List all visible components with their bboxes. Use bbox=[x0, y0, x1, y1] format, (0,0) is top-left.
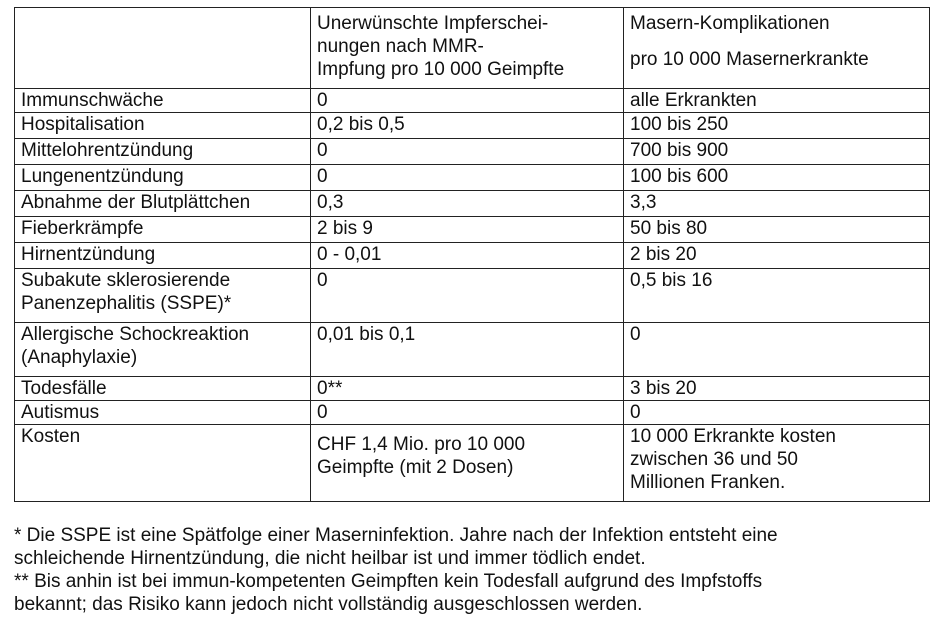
table-row bbox=[15, 217, 930, 243]
vaccine-value: 0,01 bis 0,1 bbox=[311, 323, 624, 377]
measles-value: 100 bis 250 bbox=[624, 113, 930, 139]
table-row bbox=[15, 113, 930, 139]
comparison-table bbox=[14, 7, 930, 502]
row-label: Kosten bbox=[15, 425, 311, 502]
vaccine-value: 0 bbox=[311, 89, 624, 113]
row-label: Mittelohrentzündung bbox=[15, 139, 311, 165]
measles-value: 50 bis 80 bbox=[624, 217, 930, 243]
measles-value: 0,5 bis 16 bbox=[624, 269, 930, 323]
measles-value: 2 bis 20 bbox=[624, 243, 930, 269]
table-row bbox=[15, 377, 930, 401]
table-row bbox=[15, 323, 930, 377]
measles-value: 100 bis 600 bbox=[624, 165, 930, 191]
row-label-line: Subakute sklerosierende bbox=[21, 270, 231, 291]
measles-value-line: zwischen 36 und 50 bbox=[630, 449, 798, 470]
vaccine-value: 0 bbox=[311, 165, 624, 191]
header-measles-line: pro 10 000 Masernerkrankte bbox=[630, 49, 869, 70]
vaccine-value-line: Geimpfte (mit 2 Dosen) bbox=[317, 457, 514, 478]
measles-value: 0 bbox=[624, 323, 930, 377]
vaccine-value: 0** bbox=[311, 377, 624, 401]
table-row bbox=[15, 191, 930, 217]
row-label-line: Panenzephalitis (SSPE)* bbox=[21, 293, 232, 314]
vaccine-value: 0 bbox=[311, 139, 624, 165]
footnotes bbox=[14, 524, 929, 616]
row-label bbox=[15, 323, 311, 377]
header-vaccine-line: Impfung pro 10 000 Geimpfte bbox=[317, 59, 565, 80]
table-row bbox=[15, 165, 930, 191]
header-cell-empty bbox=[15, 8, 311, 89]
footnote-line: schleichende Hirnentzündung, die nicht heilbar ist und immer tödlich endet. bbox=[14, 548, 646, 569]
measles-value: 0 bbox=[624, 401, 930, 425]
table-row bbox=[15, 401, 930, 425]
vaccine-value bbox=[311, 425, 624, 502]
row-label: Fieberkrämpfe bbox=[15, 217, 311, 243]
vaccine-value: 0 - 0,01 bbox=[311, 243, 624, 269]
footnote-line: bekannt; das Risiko kann jedoch nicht vollständig ausgeschlossen werden. bbox=[14, 594, 643, 615]
footnote-line: ** Bis anhin ist bei immun-kompetenten Geimpften kein Todesfall aufgrund des Impfstoffs bbox=[14, 571, 763, 592]
row-label bbox=[15, 269, 311, 323]
table-row bbox=[15, 139, 930, 165]
vaccine-value: 2 bis 9 bbox=[311, 217, 624, 243]
table-row bbox=[15, 269, 930, 323]
row-label-line: Allergische Schockreaktion bbox=[21, 324, 250, 345]
footnote-line: * Die SSPE ist eine Spätfolge einer Maserninfektion. Jahre nach der Infektion entsteht eine bbox=[14, 525, 778, 546]
vaccine-value-line: CHF 1,4 Mio. pro 10 000 bbox=[317, 434, 526, 455]
row-label: Autismus bbox=[15, 401, 311, 425]
header-measles-line: Masern-Komplikationen bbox=[630, 13, 830, 34]
vaccine-value: 0,3 bbox=[311, 191, 624, 217]
measles-value: 3 bis 20 bbox=[624, 377, 930, 401]
header-vaccine-line: nungen nach MMR- bbox=[317, 36, 484, 57]
row-label: Hirnentzündung bbox=[15, 243, 311, 269]
table-row bbox=[15, 425, 930, 502]
measles-value-line: Millionen Franken. bbox=[630, 472, 786, 493]
header-cell-vaccine bbox=[311, 8, 624, 89]
footnote-deaths bbox=[14, 570, 929, 616]
measles-value: 700 bis 900 bbox=[624, 139, 930, 165]
row-label: Todesfälle bbox=[15, 377, 311, 401]
measles-value: alle Erkrankten bbox=[624, 89, 930, 113]
row-label-line: (Anaphylaxie) bbox=[21, 347, 138, 368]
row-label: Immunschwäche bbox=[15, 89, 311, 113]
table-row bbox=[15, 243, 930, 269]
vaccine-value: 0,2 bis 0,5 bbox=[311, 113, 624, 139]
vaccine-value: 0 bbox=[311, 401, 624, 425]
header-cell-measles bbox=[624, 8, 930, 89]
header-vaccine-line: Unerwünschte Impferschei- bbox=[317, 13, 549, 34]
measles-value-line: 10 000 Erkrankte kosten bbox=[630, 426, 836, 447]
vaccine-value: 0 bbox=[311, 269, 624, 323]
measles-value: 3,3 bbox=[624, 191, 930, 217]
footnote-sspe bbox=[14, 524, 929, 570]
table-row bbox=[15, 89, 930, 113]
row-label: Hospitalisation bbox=[15, 113, 311, 139]
row-label: Lungenentzündung bbox=[15, 165, 311, 191]
table-header-row bbox=[15, 8, 930, 89]
measles-value bbox=[624, 425, 930, 502]
row-label: Abnahme der Blutplättchen bbox=[15, 191, 311, 217]
